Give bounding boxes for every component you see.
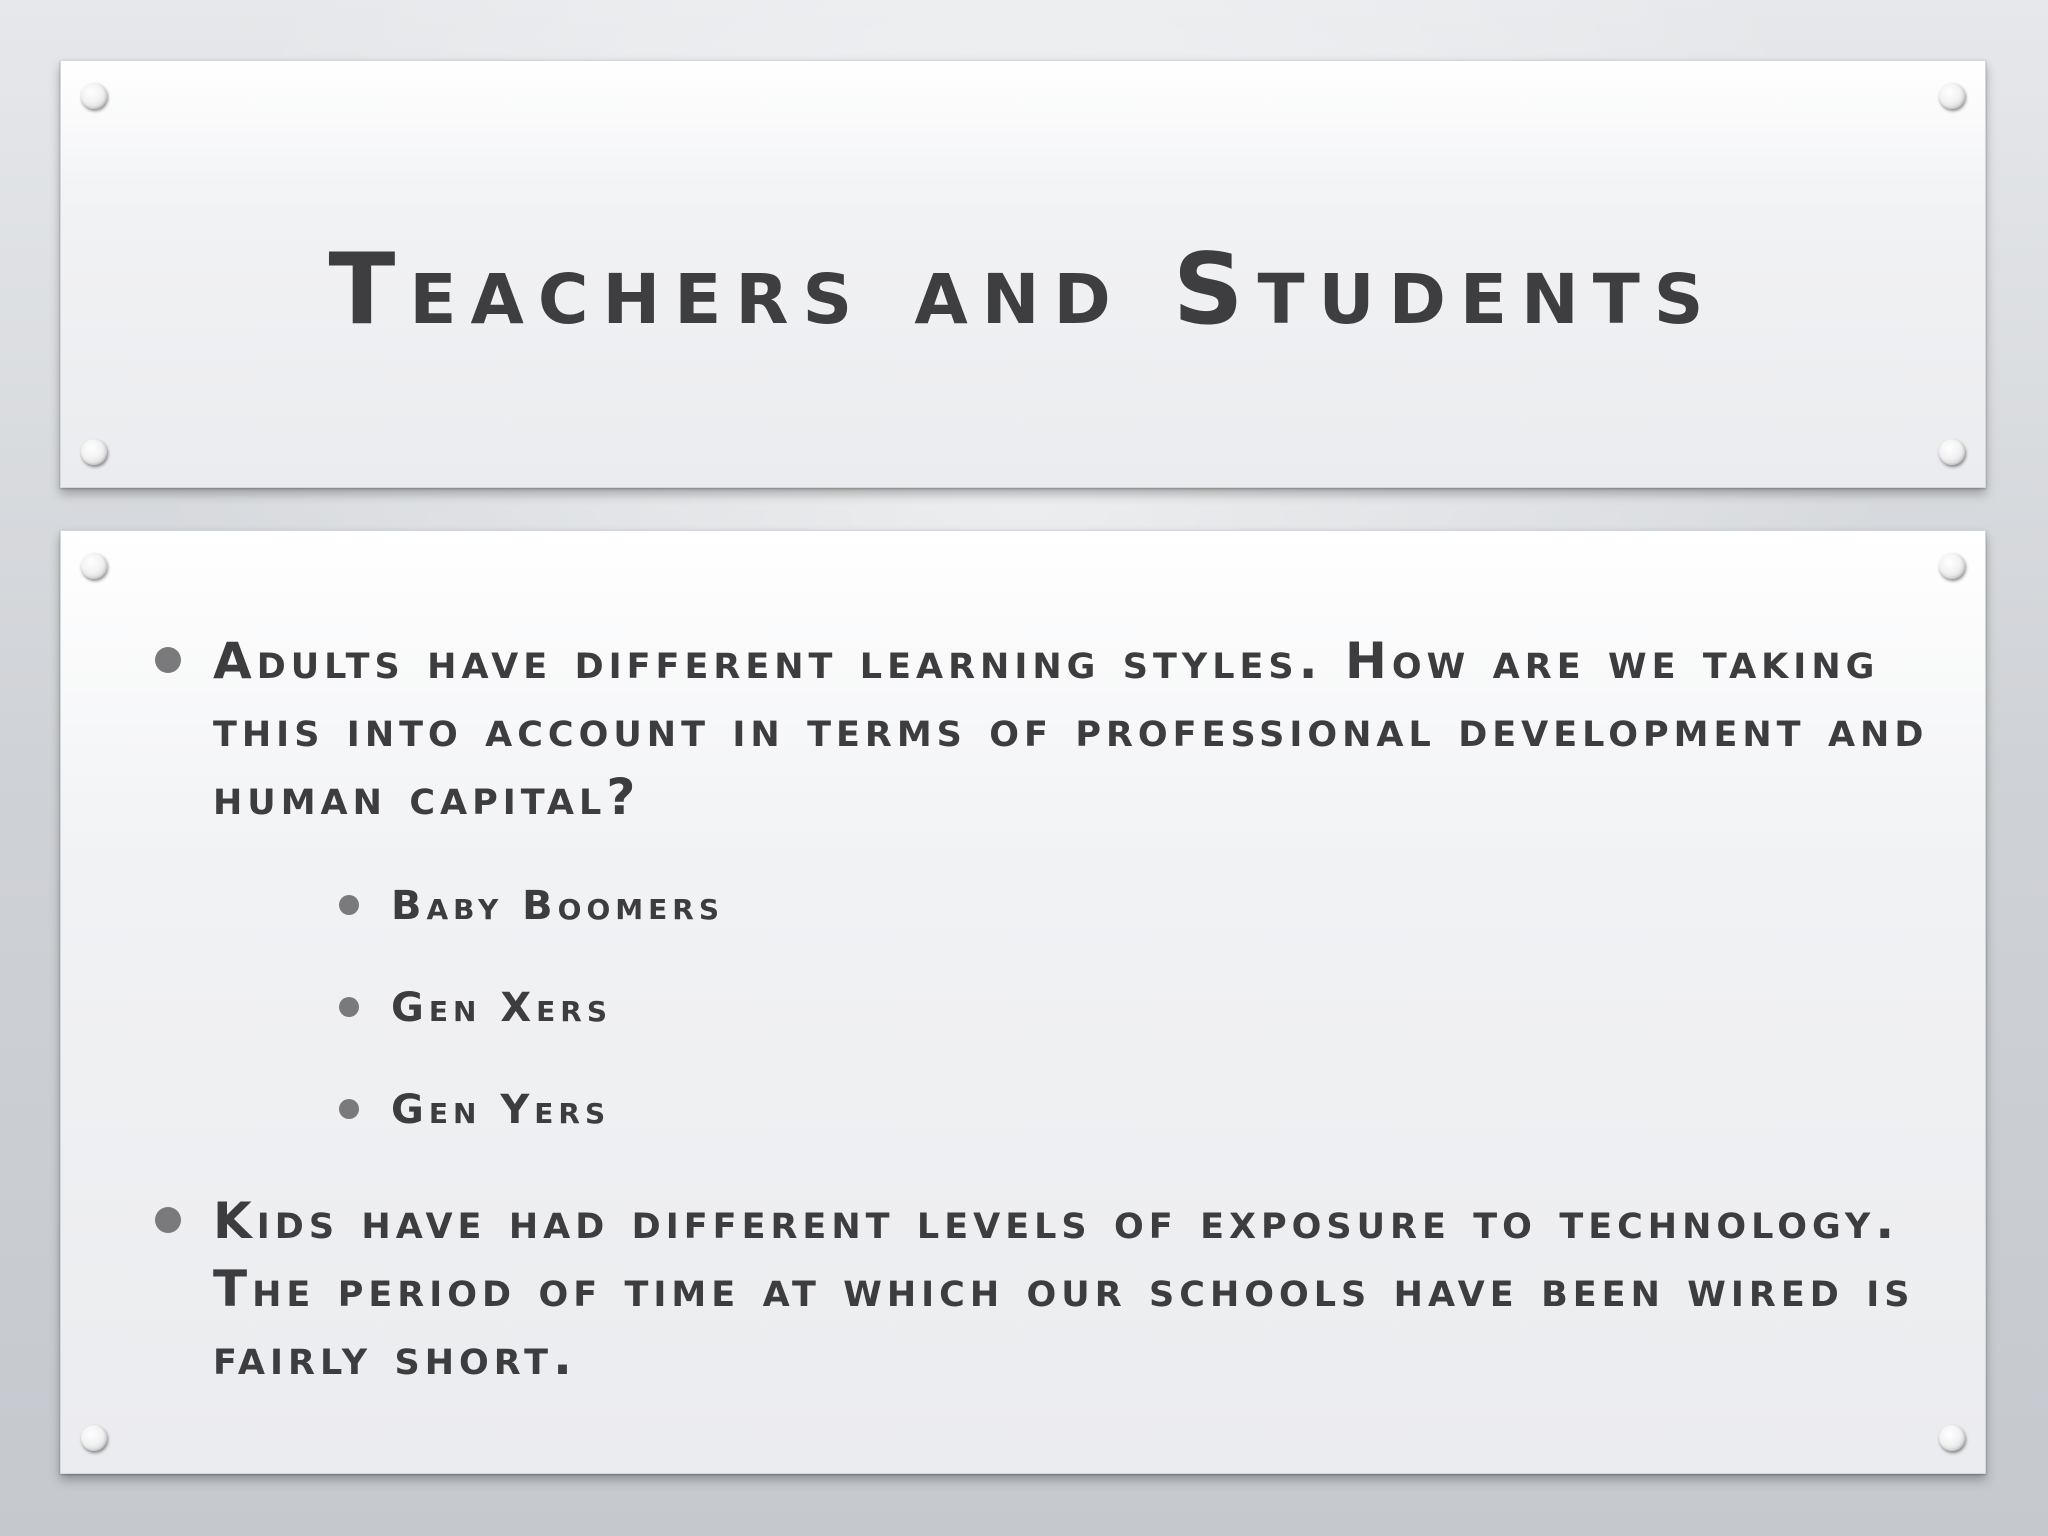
sub-bullet-item (391, 1085, 1791, 1135)
sub-bullet-item (391, 881, 1791, 931)
bullet-icon (339, 1099, 359, 1119)
sub-bullet-text: Gen Yers (391, 1087, 611, 1133)
bullet-list (61, 531, 1985, 1473)
bullet-item (213, 627, 1943, 831)
rivet-icon (81, 83, 107, 109)
bullet-icon (155, 1207, 181, 1233)
sub-bullet-text: Gen Xers (391, 985, 613, 1031)
title-panel (60, 60, 1986, 488)
rivet-icon (1939, 439, 1965, 465)
content-panel (60, 530, 1986, 1474)
bullet-icon (339, 895, 359, 915)
rivet-icon (81, 439, 107, 465)
sub-bullet-item (391, 983, 1791, 1033)
sub-bullet-text: Baby Boomers (391, 883, 724, 929)
rivet-icon (1939, 83, 1965, 109)
bullet-text: Adults have different learning styles. How are we taking this into account in terms of professional development and human capital? (213, 632, 1929, 826)
bullet-icon (155, 647, 181, 673)
bullet-item (213, 1187, 1943, 1391)
slide-title: Teachers and Students (328, 233, 1718, 347)
bullet-icon (339, 997, 359, 1017)
bullet-text: Kids have had different levels of exposure to technology. The period of time at which our schools have been wired is fairly short. (213, 1192, 1915, 1386)
